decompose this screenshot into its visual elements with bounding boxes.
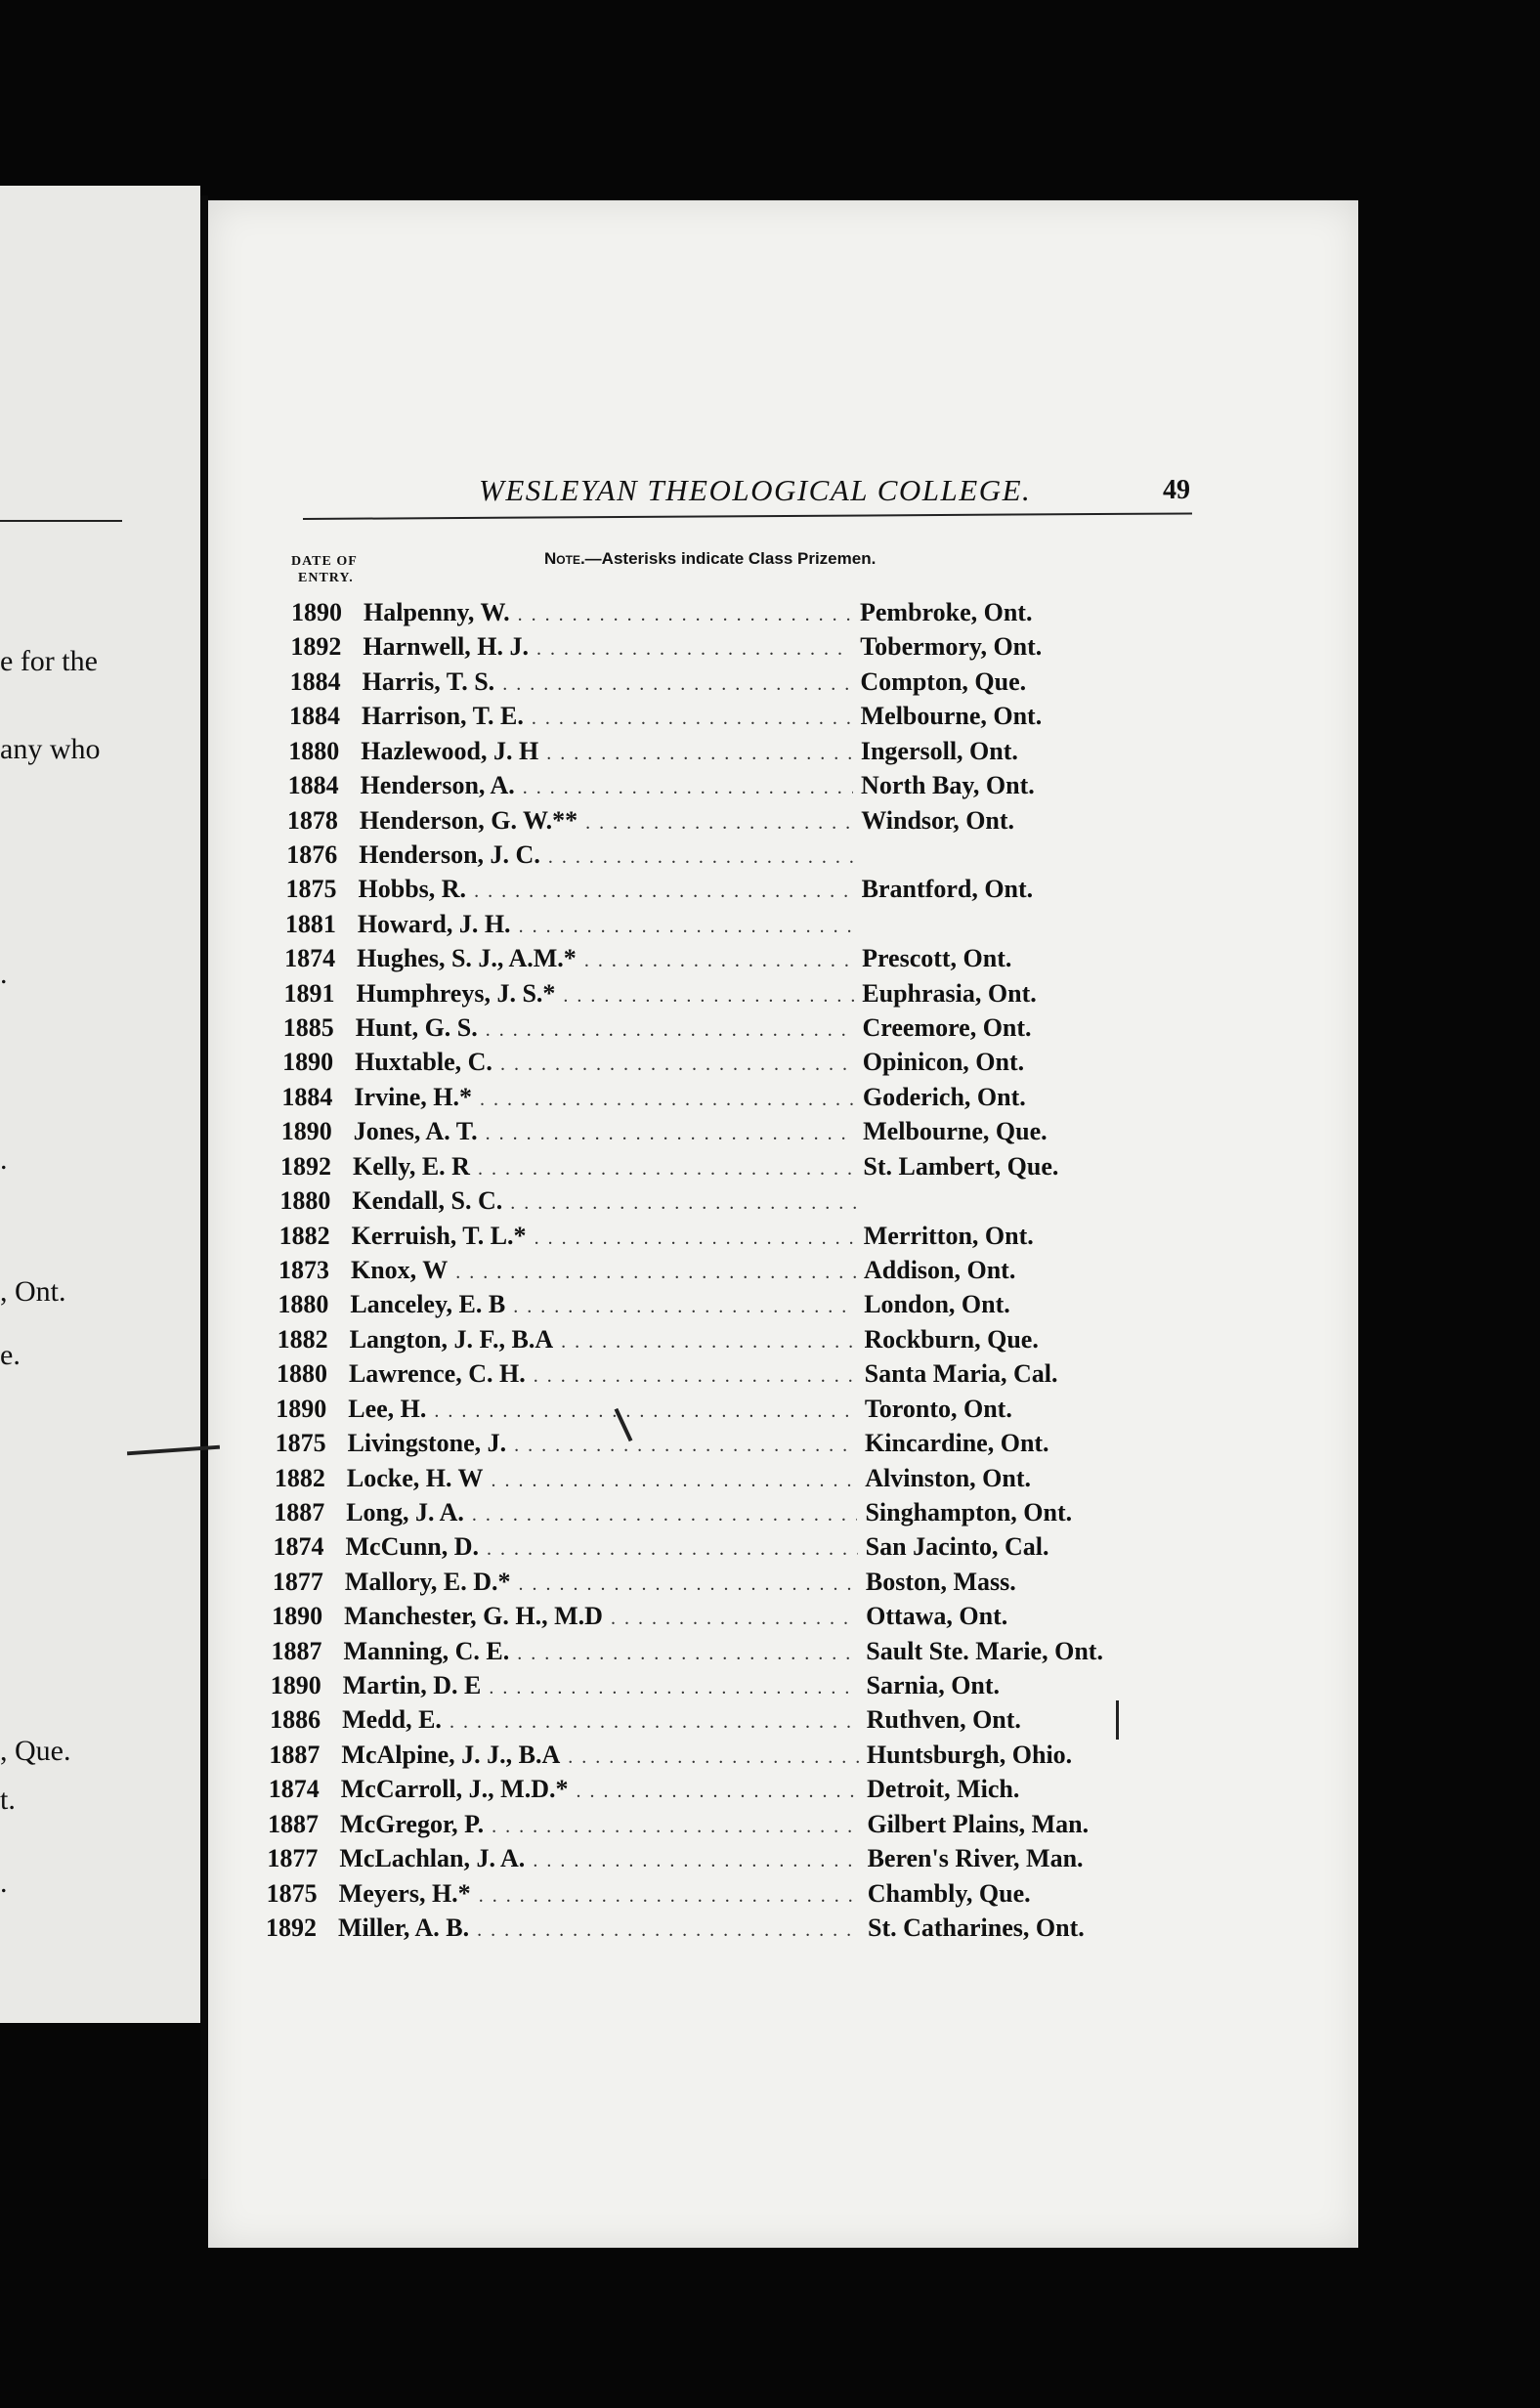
entry-place: San Jacinto, Cal. xyxy=(865,1532,1049,1562)
entry-place: Brantford, Ont. xyxy=(861,875,1034,904)
entry-place: Merritton, Ont. xyxy=(863,1221,1034,1250)
entry-place: Windsor, Ont. xyxy=(861,805,1015,835)
entry-place: Goderich, Ont. xyxy=(862,1082,1026,1111)
entry-year: 1890 xyxy=(272,1602,323,1631)
leader-dots xyxy=(492,1470,858,1492)
entry-name: Jones, A. T. xyxy=(353,1117,478,1146)
entry-year: 1890 xyxy=(270,1671,321,1700)
facing-page-text: e for the xyxy=(0,645,98,677)
entry-year: 1886 xyxy=(270,1705,321,1735)
leader-dots xyxy=(523,777,853,799)
leader-dots xyxy=(510,1192,855,1215)
list-item xyxy=(274,1532,1120,1566)
entry-year: 1882 xyxy=(277,1324,328,1354)
entry-name: Irvine, H.* xyxy=(354,1082,473,1111)
list-item xyxy=(267,1844,1121,1877)
list-item xyxy=(279,1222,1118,1255)
facing-page-text: . xyxy=(0,958,8,990)
entry-year: 1892 xyxy=(290,632,342,662)
entry-place: Compton, Que. xyxy=(860,666,1027,696)
entry-name: Harrison, T. E. xyxy=(361,702,524,731)
list-item xyxy=(276,1429,1119,1462)
facing-page-text: . xyxy=(0,1867,8,1899)
entry-name: Henderson, G. W.** xyxy=(359,805,578,835)
list-item xyxy=(281,1083,1117,1116)
leader-dots xyxy=(568,1746,859,1769)
leader-dots xyxy=(611,1608,858,1630)
list-item xyxy=(275,1464,1119,1497)
facing-page-text: e. xyxy=(0,1339,21,1371)
entry-place: North Bay, Ont. xyxy=(861,771,1035,800)
entry-year: 1877 xyxy=(272,1567,323,1596)
list-item xyxy=(288,737,1115,770)
entry-place: Sarnia, Ont. xyxy=(866,1671,1001,1700)
facing-page-text: any who xyxy=(0,733,101,765)
entry-place: Prescott, Ont. xyxy=(862,944,1012,973)
list-item xyxy=(274,1498,1119,1531)
entry-place: Rockburn, Que. xyxy=(864,1324,1039,1354)
list-item xyxy=(271,1671,1121,1704)
entry-name: McCarroll, J., M.D.* xyxy=(340,1775,569,1804)
leader-dots xyxy=(576,1781,859,1803)
entry-year: 1873 xyxy=(278,1256,329,1284)
entry-year: 1880 xyxy=(278,1290,329,1319)
entry-place: Santa Maria, Cal. xyxy=(864,1359,1058,1389)
list-item xyxy=(285,910,1116,943)
entry-year: 1880 xyxy=(288,736,340,765)
list-item xyxy=(268,1810,1121,1843)
entry-name: Manchester, G. H., M.D xyxy=(344,1602,603,1631)
entry-year: 1884 xyxy=(289,666,341,696)
leader-dots xyxy=(472,1504,858,1526)
page-header-title: WESLEYAN THEOLOGICAL COLLEGE. xyxy=(479,473,1032,507)
entry-name: Kendall, S. C. xyxy=(352,1186,503,1216)
entry-name: Kerruish, T. L.* xyxy=(351,1221,527,1250)
entry-place: Huntsburgh, Ohio. xyxy=(866,1740,1073,1769)
entry-name: Lee, H. xyxy=(348,1394,427,1423)
entry-name: McLachlan, J. A. xyxy=(339,1844,526,1873)
entry-name: Humphreys, J. S.* xyxy=(356,978,556,1008)
facing-page-text: . xyxy=(0,1143,8,1176)
entry-year: 1884 xyxy=(287,771,339,800)
leader-dots xyxy=(487,1538,858,1561)
entry-name: Martin, D. E xyxy=(342,1671,482,1700)
entry-name: Locke, H. W xyxy=(346,1463,484,1492)
entry-place: Ingersoll, Ont. xyxy=(860,736,1018,765)
list-item xyxy=(269,1775,1121,1808)
entry-year: 1876 xyxy=(286,839,338,869)
entry-year: 1882 xyxy=(278,1221,330,1250)
entry-year: 1874 xyxy=(268,1775,320,1804)
leader-dots xyxy=(546,743,853,765)
entry-place: Gilbert Plains, Man. xyxy=(867,1809,1090,1838)
entry-name: Lawrence, C. H. xyxy=(348,1359,526,1389)
leader-dots xyxy=(455,1262,856,1284)
leader-dots xyxy=(502,673,852,696)
list-item xyxy=(291,598,1114,631)
list-item xyxy=(272,1602,1120,1635)
entry-place: St. Catharines, Ont. xyxy=(868,1914,1085,1942)
list-item xyxy=(271,1637,1120,1670)
entry-place: Euphrasia, Ont. xyxy=(862,978,1037,1008)
entry-year: 1887 xyxy=(271,1636,322,1665)
list-item xyxy=(286,875,1116,908)
entry-place: Melbourne, Que. xyxy=(863,1117,1048,1146)
leader-dots xyxy=(486,1019,855,1042)
entry-year: 1875 xyxy=(285,875,337,904)
entry-year: 1880 xyxy=(279,1186,331,1216)
entry-name: Harnwell, H. J. xyxy=(363,632,530,662)
list-item xyxy=(286,840,1115,874)
entry-name: McAlpine, J. J., B.A xyxy=(341,1740,561,1769)
note-body: —Asterisks indicate Class Prizemen. xyxy=(584,549,877,568)
entry-name: Hughes, S. J., A.M.* xyxy=(357,944,577,973)
list-item xyxy=(284,944,1116,977)
leader-dots xyxy=(535,1227,856,1250)
entry-year: 1882 xyxy=(274,1463,325,1492)
leader-dots xyxy=(517,1643,858,1665)
entry-year: 1890 xyxy=(276,1394,327,1423)
entry-name: McCunn, D. xyxy=(345,1532,480,1562)
entry-place: London, Ont. xyxy=(864,1290,1010,1319)
page-number: 49 xyxy=(1163,475,1190,505)
leader-dots xyxy=(563,985,854,1008)
entry-year: 1875 xyxy=(275,1429,326,1458)
entry-year: 1891 xyxy=(283,978,335,1008)
leader-dots xyxy=(492,1816,859,1838)
list-item xyxy=(288,771,1115,804)
entry-name: Henderson, J. C. xyxy=(359,839,540,869)
entry-year: 1887 xyxy=(269,1740,321,1769)
entry-place: Alvinston, Ont. xyxy=(865,1463,1032,1492)
entry-name: Harris, T. S. xyxy=(362,666,495,696)
leader-dots xyxy=(585,812,853,835)
leader-dots xyxy=(534,1365,857,1388)
list-item xyxy=(277,1359,1119,1393)
entry-year: 1892 xyxy=(266,1914,317,1942)
leader-dots xyxy=(519,1573,858,1596)
list-item xyxy=(289,702,1115,735)
list-item xyxy=(280,1152,1117,1185)
list-item xyxy=(270,1705,1121,1739)
leader-dots xyxy=(584,950,854,972)
entry-place: Ruthven, Ont. xyxy=(866,1705,1021,1735)
entry-place: Melbourne, Ont. xyxy=(860,702,1043,731)
leader-dots xyxy=(449,1711,859,1734)
leader-dots xyxy=(548,846,854,869)
entry-place: Tobermory, Ont. xyxy=(860,632,1043,662)
leader-dots xyxy=(533,1850,859,1872)
entry-name: Lanceley, E. B xyxy=(350,1290,506,1319)
entry-place: Pembroke, Ont. xyxy=(860,598,1033,626)
entry-year: 1880 xyxy=(276,1359,327,1389)
entry-name: Huxtable, C. xyxy=(355,1048,492,1077)
entry-place: Sault Ste. Marie, Ont. xyxy=(866,1636,1103,1665)
note-label: Note. xyxy=(544,549,585,568)
list-item xyxy=(278,1256,1118,1289)
entry-place: Singhampton, Ont. xyxy=(865,1497,1073,1526)
entry-name: Hobbs, R. xyxy=(358,875,467,904)
leader-dots xyxy=(536,638,852,661)
entry-year: 1887 xyxy=(268,1809,320,1838)
entry-name: Mallory, E. D.* xyxy=(344,1567,511,1596)
leader-dots xyxy=(489,1677,858,1699)
entry-place: Ottawa, Ont. xyxy=(866,1602,1008,1631)
list-item xyxy=(273,1568,1120,1601)
leader-dots xyxy=(532,708,853,730)
list-item xyxy=(269,1741,1121,1774)
list-item xyxy=(278,1290,1118,1323)
list-item xyxy=(282,1048,1117,1081)
entry-year: 1890 xyxy=(280,1117,332,1146)
entry-name: Medd, E. xyxy=(342,1705,442,1735)
list-item xyxy=(290,667,1115,701)
entry-place: Chambly, Que. xyxy=(867,1878,1031,1908)
leader-dots xyxy=(561,1331,856,1354)
facing-page-text: , Ont. xyxy=(0,1275,66,1308)
list-item xyxy=(283,1013,1117,1047)
entry-name: Long, J. A. xyxy=(346,1497,464,1526)
entry-place: Opinicon, Ont. xyxy=(862,1048,1025,1077)
entry-year: 1878 xyxy=(286,805,338,835)
list-item xyxy=(281,1117,1117,1150)
entry-year: 1881 xyxy=(284,909,336,938)
leader-dots xyxy=(513,1296,856,1318)
leader-dots xyxy=(486,1123,856,1145)
entry-year: 1892 xyxy=(280,1151,332,1181)
list-item xyxy=(267,1879,1122,1913)
entry-name: Langton, J. F., B.A xyxy=(349,1324,554,1354)
entry-year: 1890 xyxy=(282,1048,334,1077)
entry-place: Kincardine, Ont. xyxy=(865,1429,1049,1458)
list-item xyxy=(287,806,1115,839)
leader-dots xyxy=(500,1054,855,1076)
entry-year: 1885 xyxy=(282,1013,334,1043)
entry-name: Kelly, E. R xyxy=(353,1151,470,1181)
entry-place: Addison, Ont. xyxy=(864,1256,1016,1284)
leader-dots xyxy=(518,604,852,626)
leader-dots xyxy=(477,1919,860,1942)
entry-year: 1874 xyxy=(273,1532,324,1562)
leader-dots xyxy=(519,916,854,938)
entry-year: 1884 xyxy=(288,702,340,731)
entry-place: Detroit, Mich. xyxy=(867,1775,1020,1804)
leader-dots xyxy=(479,1885,860,1908)
entry-name: Halpenny, W. xyxy=(364,598,510,626)
entry-place: Beren's River, Man. xyxy=(867,1844,1084,1873)
entry-name: Henderson, A. xyxy=(360,771,515,800)
list-item xyxy=(266,1914,1122,1947)
list-item xyxy=(290,632,1114,666)
entry-year: 1874 xyxy=(284,944,336,973)
list-item xyxy=(279,1186,1117,1220)
entry-place: Creemore, Ont. xyxy=(862,1013,1032,1043)
entry-name: Hazlewood, J. H xyxy=(361,736,539,765)
list-item xyxy=(283,979,1116,1012)
facing-page-text: , Que. xyxy=(0,1735,71,1767)
entry-name: Hunt, G. S. xyxy=(355,1013,478,1043)
entry-name: McGregor, P. xyxy=(340,1809,485,1838)
entry-name: Miller, A. B. xyxy=(338,1914,470,1942)
leader-dots xyxy=(478,1158,855,1181)
leader-dots xyxy=(434,1400,856,1423)
entry-name: Howard, J. H. xyxy=(357,909,511,938)
date-column-label: DATE OF xyxy=(291,554,358,569)
entry-year: 1884 xyxy=(281,1082,333,1111)
entry-year: 1875 xyxy=(266,1878,318,1908)
entry-name: Manning, C. E. xyxy=(343,1636,510,1665)
leader-dots xyxy=(514,1435,857,1457)
date-column-label: ENTRY. xyxy=(298,571,354,585)
entry-place: Toronto, Ont. xyxy=(864,1394,1012,1423)
facing-page-text: t. xyxy=(0,1784,16,1816)
list-item xyxy=(276,1395,1119,1428)
entry-name: Livingstone, J. xyxy=(347,1429,507,1458)
entry-year: 1890 xyxy=(291,598,342,626)
ink-mark xyxy=(1116,1700,1119,1740)
entry-name: Knox, W xyxy=(351,1256,449,1284)
entry-name: Meyers, H.* xyxy=(338,1878,471,1908)
entry-year: 1877 xyxy=(267,1844,319,1873)
list-item xyxy=(278,1325,1119,1358)
leader-dots xyxy=(480,1089,855,1111)
entry-place: St. Lambert, Que. xyxy=(863,1151,1059,1181)
leader-dots xyxy=(474,881,854,903)
entry-year: 1887 xyxy=(274,1497,325,1526)
entry-place: Boston, Mass. xyxy=(865,1567,1016,1596)
